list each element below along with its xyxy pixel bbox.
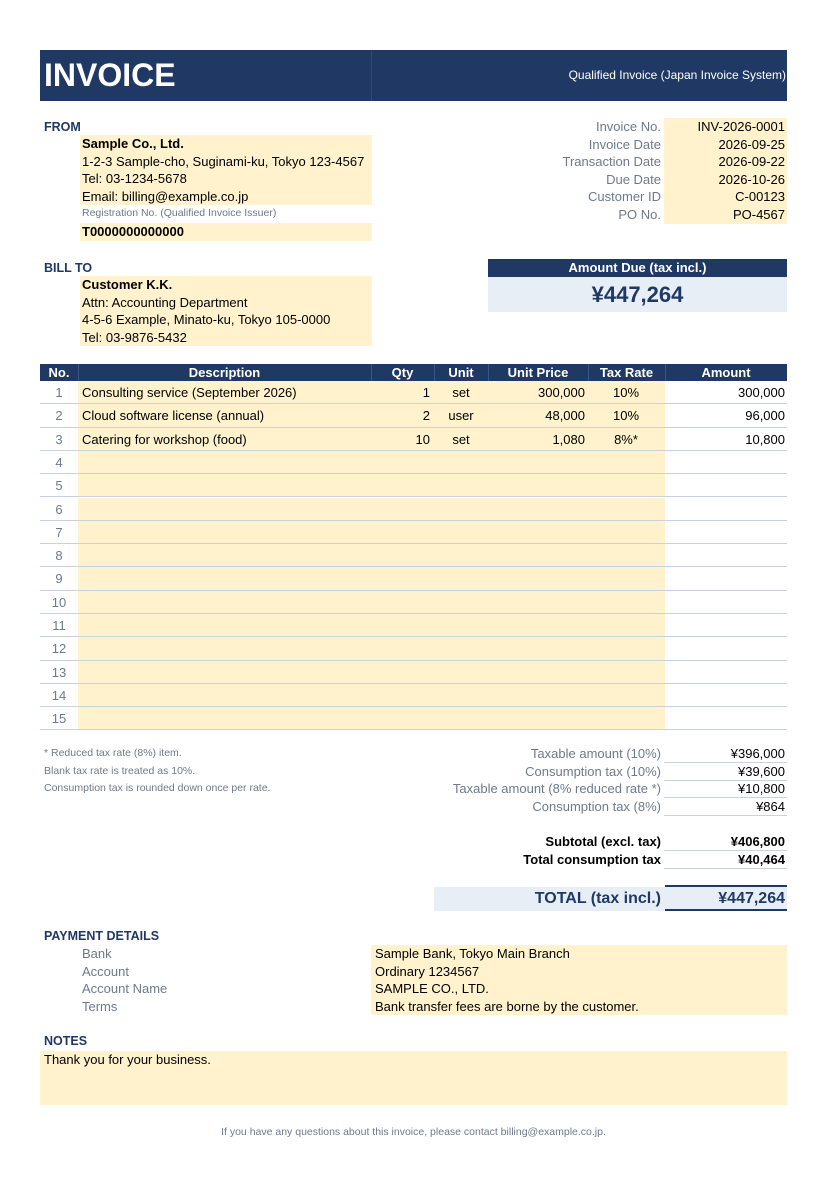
row-no: 9 (55, 571, 63, 587)
summary-value: ¥396,000 (730, 746, 785, 761)
col-tax-rate: Tax Rate (599, 365, 654, 380)
col-unit-price: Unit Price (507, 365, 569, 380)
row-unit-price: 48,000 (545, 408, 585, 424)
table-row (40, 381, 787, 404)
from-label: FROM (44, 120, 81, 134)
row-no: 8 (55, 548, 63, 564)
table-row (40, 614, 787, 637)
total-tax-row (400, 851, 787, 869)
meta-invoice-no (480, 118, 787, 136)
note-blank-rate: Blank tax rate is treated as 10%. (44, 765, 196, 777)
row-no: 14 (51, 687, 67, 703)
bill-to-label: BILL TO (44, 261, 93, 275)
total-label: TOTAL (tax incl.) (534, 890, 661, 907)
row-fill (78, 451, 665, 473)
taxable-8-row (400, 780, 787, 798)
total-rule-top (665, 885, 787, 887)
meta-po-no (480, 206, 787, 224)
row-no: 10 (51, 594, 67, 610)
meta-label: Transaction Date (562, 154, 661, 170)
header-divider (371, 50, 372, 101)
summary-label: Taxable amount (10%) (530, 746, 661, 761)
bill-to-address: 4-5-6 Example, Minato-ku, Tokyo 105-0000 (80, 311, 372, 329)
invoice-title: INVOICE (44, 57, 176, 93)
table-row (40, 498, 787, 521)
row-no: 12 (51, 641, 67, 657)
row-fill (78, 614, 665, 636)
meta-label: PO No. (618, 207, 661, 222)
payment-bank-label: Bank (82, 946, 112, 961)
from-tel: Tel: 03-1234-5678 (80, 170, 372, 188)
row-no: 5 (55, 478, 63, 494)
row-no: 3 (55, 431, 63, 447)
meta-transaction-date (480, 153, 787, 171)
col-no: No. (48, 365, 70, 380)
table-row (40, 404, 787, 427)
notes-label: NOTES (44, 1034, 88, 1048)
row-no: 15 (51, 711, 67, 727)
table-row (40, 661, 787, 684)
row-fill (78, 544, 665, 566)
row-fill (78, 591, 665, 613)
summary-value: ¥10,800 (738, 781, 785, 796)
items-table-header (40, 364, 787, 381)
payment-account-value: Ordinary 1234567 (371, 963, 787, 981)
table-row (40, 591, 787, 614)
row-description: Cloud software license (annual) (82, 408, 265, 424)
payment-bank-value: Sample Bank, Tokyo Main Branch (371, 945, 787, 963)
meta-invoice-date (480, 136, 787, 154)
payment-account-label: Account (82, 963, 129, 979)
bill-to-tel: Tel: 03-9876-5432 (80, 329, 372, 347)
meta-due-date (480, 171, 787, 189)
row-amount: 96,000 (745, 408, 785, 424)
payment-terms-value: Bank transfer fees are borne by the customer. (371, 998, 787, 1016)
row-fill (78, 661, 665, 683)
note-rounding: Consumption tax is rounded down once per rate. (44, 782, 271, 794)
tax-10-row (400, 763, 787, 781)
payment-terms-label: Terms (82, 998, 118, 1014)
row-unit-price: 1,080 (552, 431, 585, 447)
registration-number: T0000000000000 (80, 223, 372, 241)
col-unit: Unit (448, 365, 474, 380)
row-tax-rate: 10% (612, 408, 640, 424)
row-unit-price: 300,000 (538, 385, 585, 400)
summary-label: Consumption tax (10%) (525, 764, 661, 779)
row-description: Catering for workshop (food) (82, 431, 247, 447)
from-company: Sample Co., Ltd. (80, 135, 372, 153)
row-no: 4 (55, 454, 63, 470)
subtotal-value: ¥406,800 (730, 834, 785, 849)
row-fill (78, 567, 665, 589)
row-no: 7 (55, 524, 63, 540)
row-fill (78, 707, 665, 729)
from-block (80, 135, 372, 241)
payment-details-label: PAYMENT DETAILS (44, 929, 160, 943)
row-qty: 1 (422, 385, 430, 400)
payment-account-name-value: SAMPLE CO., LTD. (371, 980, 787, 998)
invoice-subtitle: Qualified Invoice (Japan Invoice System) (568, 68, 786, 82)
summary-value: ¥39,600 (738, 764, 785, 779)
row-fill (78, 521, 665, 543)
row-fill (78, 474, 665, 496)
taxable-10-row (400, 745, 787, 763)
subtotal-row (400, 833, 787, 851)
amount-due-value: ¥447,264 (488, 277, 787, 312)
table-row (40, 567, 787, 590)
meta-label: Invoice Date (588, 136, 661, 152)
footer-contact: If you have any questions about this invoice, please contact billing@example.co.jp. (221, 1126, 606, 1138)
row-no: 13 (51, 664, 67, 680)
meta-value: PO-4567 (664, 206, 787, 224)
total-tax-label: Total consumption tax (523, 852, 661, 867)
meta-label: Customer ID (588, 189, 661, 205)
row-amount: 300,000 (738, 385, 785, 400)
row-qty: 2 (422, 408, 430, 424)
col-description: Description (188, 365, 261, 380)
from-email: Email: billing@example.co.jp (80, 188, 372, 206)
row-no: 11 (52, 618, 66, 633)
payment-account-name-label: Account Name (82, 981, 168, 997)
summary-label: Taxable amount (8% reduced rate *) (452, 781, 661, 796)
bill-to-attn: Attn: Accounting Department (80, 294, 372, 312)
row-tax-rate: 10% (612, 385, 640, 400)
total-value: ¥447,264 (718, 890, 785, 907)
row-unit: user (448, 408, 474, 424)
row-no: 2 (55, 408, 63, 424)
summary-label: Consumption tax (8%) (532, 799, 661, 814)
meta-value: 2026-09-25 (664, 136, 787, 154)
row-no: 6 (55, 501, 63, 517)
row-unit: set (452, 385, 470, 400)
table-row (40, 684, 787, 707)
meta-label: Invoice No. (595, 119, 661, 134)
amount-due-label: Amount Due (tax incl.) (488, 259, 787, 277)
row-description: Consulting service (September 2026) (82, 385, 297, 400)
row-amount: 10,800 (745, 431, 785, 447)
meta-value: C-00123 (664, 188, 787, 206)
col-amount: Amount (701, 365, 751, 380)
row-fill (78, 637, 665, 659)
table-row (40, 707, 787, 730)
from-address: 1-2-3 Sample-cho, Suginami-ku, Tokyo 123-4567 (80, 153, 372, 171)
registration-label: Registration No. (Qualified Invoice Issuer) (82, 207, 277, 220)
summary-value: ¥864 (756, 799, 785, 814)
table-row (40, 544, 787, 567)
note-reduced-rate: * Reduced tax rate (8%) item. (44, 747, 182, 759)
table-row (40, 521, 787, 544)
table-row (40, 428, 787, 451)
bill-to-company: Customer K.K. (80, 276, 372, 294)
meta-value: 2026-09-22 (664, 153, 787, 171)
row-fill (78, 684, 665, 706)
row-unit: set (452, 431, 470, 447)
row-no: 1 (55, 385, 63, 400)
row-fill (78, 498, 665, 520)
tax-8-row (400, 798, 787, 816)
notes-text: Thank you for your business. (40, 1051, 787, 1105)
row-tax-rate: 8%* (614, 431, 638, 447)
bill-to-block (80, 276, 372, 346)
subtotal-label: Subtotal (excl. tax) (545, 834, 661, 849)
row-qty: 10 (415, 431, 430, 447)
col-qty: Qty (391, 365, 414, 380)
meta-value: 2026-10-26 (664, 171, 787, 189)
meta-label: Due Date (606, 171, 661, 187)
meta-customer-id (480, 188, 787, 206)
total-tax-value: ¥40,464 (738, 852, 785, 867)
meta-value: INV-2026-0001 (664, 118, 787, 136)
table-row (40, 637, 787, 660)
table-row (40, 474, 787, 497)
table-row (40, 451, 787, 474)
